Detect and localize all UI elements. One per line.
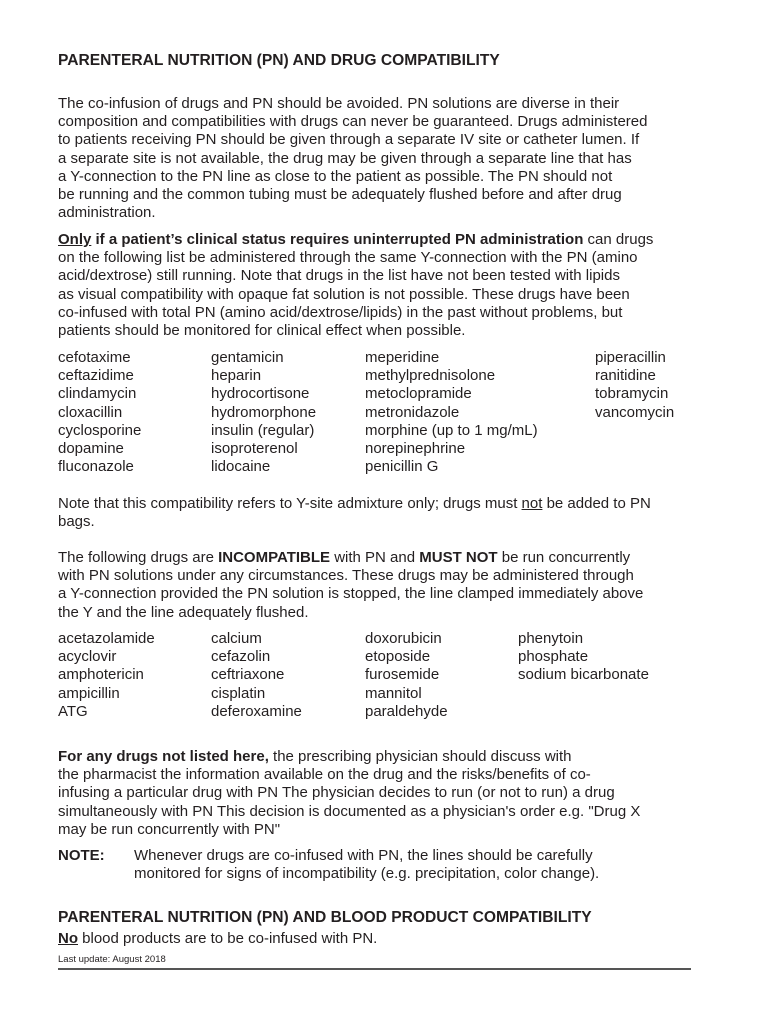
drug-name: acyclovir bbox=[58, 648, 117, 666]
drug-name: penicillin G bbox=[365, 458, 439, 476]
text-segment: simultaneously with PN This decision is documented as a physician's order e.g. "Drug X bbox=[58, 802, 641, 820]
drug-name: ceftriaxone bbox=[211, 666, 285, 684]
drug-name: vancomycin bbox=[595, 403, 675, 421]
last-update: Last update: August 2018 bbox=[58, 954, 166, 965]
text-segment: may be run concurrently with PN" bbox=[58, 820, 281, 838]
text-line bbox=[58, 930, 377, 948]
drug-name: norepinephrine bbox=[365, 439, 466, 457]
text-line bbox=[58, 267, 653, 285]
intro-paragraph bbox=[58, 95, 648, 222]
drug-name: insulin (regular) bbox=[211, 421, 315, 439]
note-text bbox=[134, 847, 599, 883]
drug-name: morphine (up to 1 mg/mL) bbox=[365, 421, 538, 439]
blood-product-paragraph bbox=[58, 930, 377, 948]
drug-name: phenytoin bbox=[518, 630, 584, 647]
drug-name: doxorubicin bbox=[365, 630, 442, 647]
drug-name: piperacillin bbox=[595, 349, 666, 366]
drug-name: lidocaine bbox=[211, 458, 271, 476]
text-line bbox=[58, 113, 648, 131]
text-line bbox=[58, 803, 640, 821]
text-line bbox=[58, 304, 653, 322]
y-site-note-paragraph bbox=[58, 495, 651, 531]
drug-name: cefotaxime bbox=[58, 349, 131, 366]
drug-name: paraldehyde bbox=[365, 702, 448, 720]
text-line bbox=[58, 821, 640, 839]
drug-column bbox=[211, 349, 316, 476]
text-segment: as visual compatibility with opaque fat solution is not possible. These drugs have been bbox=[58, 285, 630, 303]
drug-column bbox=[518, 630, 649, 685]
text-line bbox=[58, 186, 648, 204]
drug-name: cefazolin bbox=[211, 648, 271, 666]
drug-name: acetazolamide bbox=[58, 630, 155, 647]
text-segment: patients should be monitored for clinical effect when possible. bbox=[58, 321, 466, 339]
text-segment: with PN solutions under any circumstances. These drugs may be administered through bbox=[58, 567, 634, 585]
text-segment: a separate site is not available, the drug may be given through a separate line that has bbox=[58, 149, 632, 167]
drug-name: calcium bbox=[211, 630, 262, 647]
drug-name: gentamicin bbox=[211, 349, 284, 366]
text-segment: co-infused with total PN (amino acid/dextrose/lipids) in the past without problems, but bbox=[58, 303, 623, 321]
text-line bbox=[58, 567, 643, 585]
drug-column bbox=[365, 630, 448, 721]
text-segment: to patients receiving PN should be given through a separate IV site or catheter lumen. If bbox=[58, 131, 640, 149]
unlisted-drugs-paragraph bbox=[58, 748, 640, 839]
drug-column bbox=[58, 349, 141, 476]
incompatible-paragraph bbox=[58, 549, 643, 622]
text-line bbox=[58, 604, 643, 622]
drug-name: heparin bbox=[211, 367, 262, 385]
drug-name: meperidine bbox=[365, 349, 440, 366]
drug-name: metronidazole bbox=[365, 403, 460, 421]
drug-name: sodium bicarbonate bbox=[518, 666, 649, 684]
drug-column bbox=[595, 349, 674, 422]
text-segment: blood products are to be co-infused with PN. bbox=[78, 930, 378, 947]
text-line bbox=[58, 249, 653, 267]
text-segment: The co-infusion of drugs and PN should be avoided. PN solutions are diverse in their bbox=[58, 95, 620, 112]
text-line bbox=[58, 322, 653, 340]
drug-name: ranitidine bbox=[595, 367, 656, 385]
drug-name: ceftazidime bbox=[58, 367, 134, 385]
text-segment: not bbox=[521, 495, 543, 512]
text-segment: be running and the common tubing must be adequately flushed before and after drug bbox=[58, 185, 622, 203]
drug-name: clindamycin bbox=[58, 385, 137, 403]
text-segment: Whenever drugs are co-infused with PN, the lines should be carefully bbox=[134, 847, 593, 864]
text-segment: a Y-connection provided the PN solution is stopped, the line clamped immediately above bbox=[58, 585, 644, 603]
text-line bbox=[58, 766, 640, 784]
drug-column bbox=[58, 630, 155, 721]
text-segment: be run concurrently bbox=[497, 549, 631, 566]
text-line bbox=[58, 95, 648, 113]
emphasis-text: if a patient’s clinical status requires uninterrupted PN administration bbox=[91, 231, 584, 248]
text-segment: the prescribing physician should discuss with bbox=[268, 748, 572, 765]
drug-name: methylprednisolone bbox=[365, 367, 496, 385]
drug-name: cyclosporine bbox=[58, 421, 142, 439]
drug-name: furosemide bbox=[365, 666, 440, 684]
drug-name: fluconazole bbox=[58, 458, 134, 476]
text-line bbox=[58, 549, 643, 567]
text-segment: on the following list be administered through the same Y-connection with the PN (amino bbox=[58, 249, 638, 267]
text-line bbox=[58, 168, 648, 186]
drug-name: deferoxamine bbox=[211, 702, 302, 720]
text-line bbox=[58, 748, 640, 766]
drug-column bbox=[365, 349, 538, 476]
text-segment: monitored for signs of incompatibility (e.g. precipitation, color change). bbox=[134, 865, 600, 883]
drug-name: hydrocortisone bbox=[211, 385, 310, 403]
text-segment: can drugs bbox=[583, 231, 654, 248]
text-segment: bags. bbox=[58, 513, 95, 531]
text-segment: acid/dextrose) still running. Note that drugs in the list have not been tested with lipids bbox=[58, 267, 620, 285]
drug-name: cisplatin bbox=[211, 684, 266, 702]
drug-name: isoproterenol bbox=[211, 439, 298, 457]
drug-column bbox=[211, 630, 302, 721]
text-line bbox=[58, 150, 648, 168]
text-segment: with PN and bbox=[330, 549, 420, 566]
text-line bbox=[134, 847, 599, 865]
drug-name: tobramycin bbox=[595, 385, 669, 403]
text-segment: the Y and the line adequately flushed. bbox=[58, 603, 309, 621]
drug-name: phosphate bbox=[518, 648, 589, 666]
footer-divider bbox=[58, 968, 691, 970]
text-line bbox=[58, 513, 651, 531]
section-title-blood-product: PARENTERAL NUTRITION (PN) AND BLOOD PRODUCT COMPATIBILITY bbox=[58, 909, 592, 926]
drug-name: hydromorphone bbox=[211, 403, 317, 421]
drug-name: ampicillin bbox=[58, 684, 120, 702]
text-line bbox=[58, 286, 653, 304]
text-segment: infusing a particular drug with PN The physician decides to run (or not to run) a drug bbox=[58, 784, 615, 802]
drug-name: metoclopramide bbox=[365, 385, 472, 403]
text-segment: The following drugs are bbox=[58, 549, 219, 566]
section-title-drug-compatibility: PARENTERAL NUTRITION (PN) AND DRUG COMPATIBILITY bbox=[58, 52, 500, 69]
text-segment: Note that this compatibility refers to Y-site admixture only; drugs must bbox=[58, 495, 522, 512]
drug-name: etoposide bbox=[365, 648, 431, 666]
note-label: NOTE: bbox=[58, 847, 105, 864]
text-line bbox=[58, 231, 653, 249]
text-line bbox=[58, 495, 651, 513]
text-line bbox=[58, 784, 640, 802]
drug-name: dopamine bbox=[58, 439, 124, 457]
uninterrupted-pn-paragraph bbox=[58, 231, 653, 340]
text-line bbox=[58, 585, 643, 603]
drug-name: mannitol bbox=[365, 684, 422, 702]
drug-name: amphotericin bbox=[58, 666, 144, 684]
text-segment: the pharmacist the information available on the drug and the risks/benefits of co- bbox=[58, 766, 591, 784]
emphasis-text: Only bbox=[58, 231, 92, 248]
emphasis-text: No bbox=[58, 930, 78, 947]
text-line bbox=[58, 131, 648, 149]
drug-name: ATG bbox=[58, 702, 88, 720]
drug-name: cloxacillin bbox=[58, 403, 123, 421]
text-segment: administration. bbox=[58, 204, 156, 222]
text-segment: be added to PN bbox=[542, 495, 651, 512]
text-segment: a Y-connection to the PN line as close to the patient as possible. The PN should not bbox=[58, 167, 613, 185]
emphasis-text: MUST NOT bbox=[419, 549, 498, 566]
text-line bbox=[58, 204, 648, 222]
emphasis-text: INCOMPATIBLE bbox=[218, 549, 331, 566]
text-segment: composition and compatibilities with drugs can never be guaranteed. Drugs administered bbox=[58, 113, 648, 131]
emphasis-text: For any drugs not listed here, bbox=[58, 748, 269, 765]
text-line bbox=[134, 865, 599, 883]
